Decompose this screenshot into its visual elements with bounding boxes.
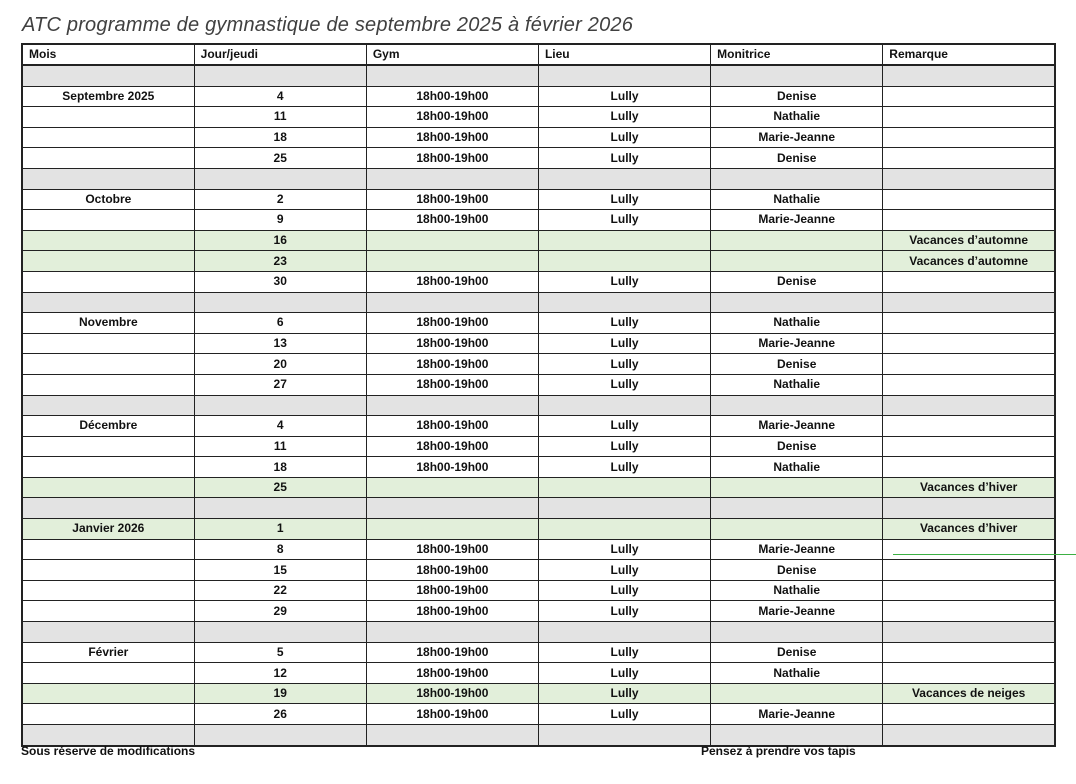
cell-instructor: Marie-Jeanne — [711, 416, 883, 437]
cell-day: 23 — [194, 251, 366, 272]
cell-gym-time — [366, 168, 538, 189]
table-row — [22, 457, 1055, 478]
table-row — [22, 333, 1055, 354]
cell-gym-time: 18h00-19h00 — [366, 457, 538, 478]
holiday-row — [22, 230, 1055, 251]
cell-month — [22, 704, 194, 725]
cell-day — [194, 292, 366, 313]
separator-row — [22, 725, 1055, 746]
cell-month — [22, 168, 194, 189]
cell-location — [538, 519, 710, 540]
cell-day: 26 — [194, 704, 366, 725]
table-row — [22, 107, 1055, 128]
cell-location: Lully — [538, 683, 710, 704]
cell-gym-time — [366, 395, 538, 416]
column-header-day: Jour/jeudi — [194, 44, 366, 65]
cell-location: Lully — [538, 704, 710, 725]
cell-remark — [883, 642, 1055, 663]
cell-gym-time: 18h00-19h00 — [366, 354, 538, 375]
cell-instructor — [711, 251, 883, 272]
table-row — [22, 663, 1055, 684]
cell-location: Lully — [538, 210, 710, 231]
cell-month — [22, 498, 194, 519]
cell-remark — [883, 107, 1055, 128]
cell-location — [538, 251, 710, 272]
cell-remark — [883, 622, 1055, 643]
column-header-remark: Remarque — [883, 44, 1055, 65]
cell-location: Lully — [538, 436, 710, 457]
cell-remark — [883, 436, 1055, 457]
table-row — [22, 580, 1055, 601]
cell-location: Lully — [538, 189, 710, 210]
cell-remark — [883, 148, 1055, 169]
column-header-month: Mois — [22, 44, 194, 65]
table-row — [22, 313, 1055, 334]
cell-day: 12 — [194, 663, 366, 684]
cell-day: 4 — [194, 86, 366, 107]
cell-location: Lully — [538, 539, 710, 560]
cell-location: Lully — [538, 333, 710, 354]
cell-gym-time — [366, 725, 538, 746]
cell-month — [22, 457, 194, 478]
cell-day: 15 — [194, 560, 366, 581]
cell-month — [22, 230, 194, 251]
cell-instructor: Denise — [711, 148, 883, 169]
cell-gym-time — [366, 65, 538, 86]
cell-instructor: Nathalie — [711, 189, 883, 210]
cell-instructor — [711, 519, 883, 540]
cell-location: Lully — [538, 580, 710, 601]
footer-note-right: Pensez à prendre vos tapis — [701, 744, 856, 758]
cell-month — [22, 148, 194, 169]
cell-remark — [883, 704, 1055, 725]
cell-day: 25 — [194, 477, 366, 498]
cell-remark: Vacances de neiges — [883, 683, 1055, 704]
table-row — [22, 704, 1055, 725]
cell-day: 11 — [194, 107, 366, 128]
cell-location: Lully — [538, 107, 710, 128]
cell-gym-time: 18h00-19h00 — [366, 436, 538, 457]
cell-remark — [883, 168, 1055, 189]
cell-location: Lully — [538, 663, 710, 684]
cell-remark: Vacances d’hiver — [883, 477, 1055, 498]
cell-gym-time: 18h00-19h00 — [366, 580, 538, 601]
separator-row — [22, 395, 1055, 416]
cell-location — [538, 168, 710, 189]
cell-remark — [883, 292, 1055, 313]
holiday-row — [22, 519, 1055, 540]
table-row — [22, 436, 1055, 457]
cell-gym-time — [366, 519, 538, 540]
cell-remark — [883, 189, 1055, 210]
cell-location — [538, 498, 710, 519]
separator-row — [22, 65, 1055, 86]
cell-instructor: Nathalie — [711, 107, 883, 128]
cell-instructor: Denise — [711, 560, 883, 581]
cell-remark — [883, 86, 1055, 107]
cell-location — [538, 292, 710, 313]
cell-location — [538, 725, 710, 746]
cell-location: Lully — [538, 313, 710, 334]
cell-location — [538, 395, 710, 416]
cell-remark — [883, 127, 1055, 148]
cell-gym-time: 18h00-19h00 — [366, 189, 538, 210]
cell-remark — [883, 271, 1055, 292]
cell-remark — [883, 539, 1055, 560]
cell-location: Lully — [538, 374, 710, 395]
cell-location: Lully — [538, 354, 710, 375]
cell-instructor: Nathalie — [711, 457, 883, 478]
cell-instructor: Denise — [711, 436, 883, 457]
cell-instructor — [711, 725, 883, 746]
cell-remark — [883, 313, 1055, 334]
cell-gym-time: 18h00-19h00 — [366, 704, 538, 725]
cell-day — [194, 725, 366, 746]
cell-day: 22 — [194, 580, 366, 601]
holiday-row — [22, 477, 1055, 498]
cell-instructor: Marie-Jeanne — [711, 601, 883, 622]
cell-remark — [883, 560, 1055, 581]
cell-gym-time: 18h00-19h00 — [366, 210, 538, 231]
table-row — [22, 86, 1055, 107]
cell-location: Lully — [538, 642, 710, 663]
cell-instructor: Nathalie — [711, 313, 883, 334]
cell-day: 16 — [194, 230, 366, 251]
cell-instructor — [711, 395, 883, 416]
cell-day: 29 — [194, 601, 366, 622]
cell-day: 6 — [194, 313, 366, 334]
table-row — [22, 127, 1055, 148]
cell-gym-time — [366, 292, 538, 313]
cell-gym-time — [366, 622, 538, 643]
cell-remark: Vacances d’automne — [883, 251, 1055, 272]
cell-day: 20 — [194, 354, 366, 375]
cell-month — [22, 395, 194, 416]
cell-instructor: Nathalie — [711, 580, 883, 601]
stray-line — [893, 554, 1076, 555]
table-row — [22, 374, 1055, 395]
table-row — [22, 560, 1055, 581]
separator-row — [22, 622, 1055, 643]
column-header-instructor: Monitrice — [711, 44, 883, 65]
cell-instructor — [711, 683, 883, 704]
cell-gym-time: 18h00-19h00 — [366, 313, 538, 334]
cell-month — [22, 354, 194, 375]
cell-month — [22, 539, 194, 560]
cell-location — [538, 65, 710, 86]
cell-gym-time: 18h00-19h00 — [366, 127, 538, 148]
table-row — [22, 271, 1055, 292]
cell-month — [22, 560, 194, 581]
cell-gym-time: 18h00-19h00 — [366, 539, 538, 560]
table-row — [22, 210, 1055, 231]
separator-row — [22, 168, 1055, 189]
cell-instructor: Marie-Jeanne — [711, 127, 883, 148]
cell-remark — [883, 663, 1055, 684]
table-row — [22, 189, 1055, 210]
cell-remark: Vacances d’hiver — [883, 519, 1055, 540]
cell-month — [22, 333, 194, 354]
cell-location: Lully — [538, 601, 710, 622]
cell-day — [194, 395, 366, 416]
holiday-row — [22, 683, 1055, 704]
cell-month — [22, 107, 194, 128]
cell-location: Lully — [538, 560, 710, 581]
cell-gym-time: 18h00-19h00 — [366, 107, 538, 128]
cell-instructor — [711, 477, 883, 498]
cell-remark — [883, 333, 1055, 354]
cell-month: Octobre — [22, 189, 194, 210]
separator-row — [22, 498, 1055, 519]
cell-location — [538, 477, 710, 498]
cell-day: 11 — [194, 436, 366, 457]
cell-gym-time: 18h00-19h00 — [366, 560, 538, 581]
cell-instructor: Marie-Jeanne — [711, 333, 883, 354]
footer-note-left: Sous réserve de modifications — [21, 744, 196, 758]
cell-remark — [883, 416, 1055, 437]
cell-location: Lully — [538, 416, 710, 437]
table-row — [22, 601, 1055, 622]
table-row — [22, 148, 1055, 169]
cell-day: 1 — [194, 519, 366, 540]
cell-remark — [883, 395, 1055, 416]
cell-gym-time — [366, 498, 538, 519]
cell-gym-time: 18h00-19h00 — [366, 271, 538, 292]
separator-row — [22, 292, 1055, 313]
cell-day: 5 — [194, 642, 366, 663]
header-row — [22, 44, 1055, 65]
cell-instructor: Marie-Jeanne — [711, 210, 883, 231]
cell-month: Décembre — [22, 416, 194, 437]
cell-gym-time — [366, 251, 538, 272]
cell-month — [22, 580, 194, 601]
cell-day: 30 — [194, 271, 366, 292]
cell-location: Lully — [538, 86, 710, 107]
holiday-row — [22, 251, 1055, 272]
cell-day — [194, 498, 366, 519]
cell-gym-time: 18h00-19h00 — [366, 148, 538, 169]
table-row — [22, 354, 1055, 375]
column-header-gym-time: Gym — [366, 44, 538, 65]
cell-month: Septembre 2025 — [22, 86, 194, 107]
cell-remark — [883, 65, 1055, 86]
cell-gym-time: 18h00-19h00 — [366, 333, 538, 354]
cell-day: 9 — [194, 210, 366, 231]
document-title: ATC programme de gymnastique de septembre 2025 à février 2026 — [22, 14, 634, 36]
cell-month — [22, 601, 194, 622]
column-header-location: Lieu — [538, 44, 710, 65]
cell-instructor: Marie-Jeanne — [711, 539, 883, 560]
cell-day: 19 — [194, 683, 366, 704]
table-row — [22, 539, 1055, 560]
cell-instructor — [711, 292, 883, 313]
cell-day: 18 — [194, 457, 366, 478]
cell-month — [22, 374, 194, 395]
cell-remark — [883, 457, 1055, 478]
table-row — [22, 416, 1055, 437]
cell-remark — [883, 354, 1055, 375]
cell-instructor: Denise — [711, 354, 883, 375]
cell-instructor — [711, 498, 883, 519]
cell-remark — [883, 580, 1055, 601]
cell-day: 25 — [194, 148, 366, 169]
cell-instructor — [711, 168, 883, 189]
cell-location: Lully — [538, 457, 710, 478]
cell-month: Novembre — [22, 313, 194, 334]
cell-remark — [883, 601, 1055, 622]
cell-remark — [883, 498, 1055, 519]
cell-gym-time — [366, 230, 538, 251]
cell-gym-time: 18h00-19h00 — [366, 416, 538, 437]
cell-month — [22, 436, 194, 457]
cell-month — [22, 663, 194, 684]
cell-day — [194, 622, 366, 643]
cell-day: 13 — [194, 333, 366, 354]
cell-instructor — [711, 65, 883, 86]
cell-remark — [883, 374, 1055, 395]
table-row — [22, 642, 1055, 663]
cell-month — [22, 725, 194, 746]
cell-month — [22, 210, 194, 231]
cell-location — [538, 230, 710, 251]
cell-instructor — [711, 622, 883, 643]
cell-month: Janvier 2026 — [22, 519, 194, 540]
cell-month — [22, 477, 194, 498]
cell-month — [22, 271, 194, 292]
cell-day — [194, 65, 366, 86]
cell-month — [22, 65, 194, 86]
cell-gym-time: 18h00-19h00 — [366, 683, 538, 704]
cell-gym-time: 18h00-19h00 — [366, 86, 538, 107]
cell-instructor: Denise — [711, 271, 883, 292]
cell-gym-time: 18h00-19h00 — [366, 642, 538, 663]
schedule-table — [21, 43, 1056, 747]
cell-day: 27 — [194, 374, 366, 395]
cell-day: 18 — [194, 127, 366, 148]
cell-remark: Vacances d’automne — [883, 230, 1055, 251]
cell-day: 4 — [194, 416, 366, 437]
cell-day: 2 — [194, 189, 366, 210]
cell-location: Lully — [538, 148, 710, 169]
cell-instructor: Marie-Jeanne — [711, 704, 883, 725]
cell-gym-time: 18h00-19h00 — [366, 663, 538, 684]
cell-remark — [883, 210, 1055, 231]
cell-day: 8 — [194, 539, 366, 560]
cell-instructor: Denise — [711, 642, 883, 663]
cell-location: Lully — [538, 271, 710, 292]
cell-location — [538, 622, 710, 643]
cell-remark — [883, 725, 1055, 746]
cell-location: Lully — [538, 127, 710, 148]
cell-gym-time — [366, 477, 538, 498]
cell-gym-time: 18h00-19h00 — [366, 601, 538, 622]
cell-month — [22, 251, 194, 272]
cell-instructor: Nathalie — [711, 374, 883, 395]
cell-month — [22, 292, 194, 313]
cell-instructor — [711, 230, 883, 251]
cell-gym-time: 18h00-19h00 — [366, 374, 538, 395]
cell-instructor: Denise — [711, 86, 883, 107]
cell-month: Février — [22, 642, 194, 663]
cell-month — [22, 127, 194, 148]
cell-month — [22, 622, 194, 643]
cell-day — [194, 168, 366, 189]
cell-month — [22, 683, 194, 704]
cell-instructor: Nathalie — [711, 663, 883, 684]
